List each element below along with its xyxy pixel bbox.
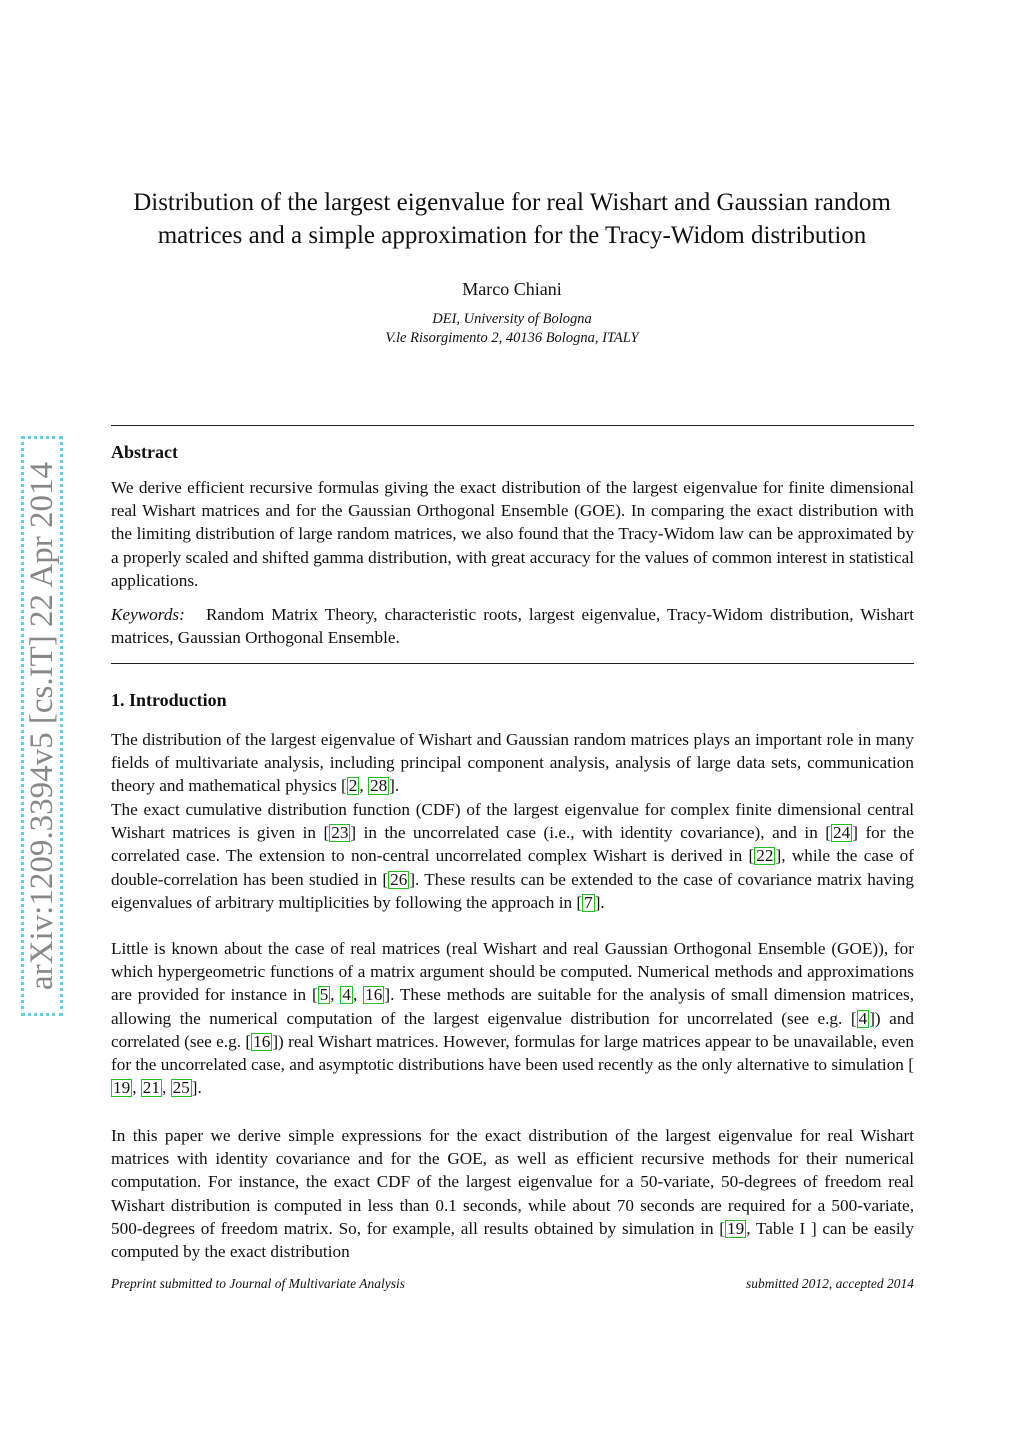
abstract-top-rule [111,425,914,426]
intro-p2-text-c: ] for the correlated case. The extension to non-central uncorrelated complex Wishart is derived in [ [111,823,915,866]
author-name: Marco Chiani [462,279,562,299]
citation-link[interactable]: 25 [172,1078,190,1098]
footer-preprint-note: Preprint submitted to Journal of Multivariate Analysis [111,1276,405,1291]
intro-p2-text-a: The exact cumulative distribution function (CDF) of the largest eigenvalue for complex finite dimensional central Wishart matrices is given in [ [111,800,914,843]
intro-p3-text-e: ]. [191,1078,202,1098]
intro-p2-text-f: ]. [594,892,605,912]
intro-p2-text-b: ] in the uncorrelated case (i.e., with identity covariance), and in [ [350,823,832,843]
intro-p4-text-b: , Table I ] can be easily computed by the exact distribution [111,1218,914,1262]
intro-paragraph-1 [111,728,914,798]
intro-p1-text-b: , [359,776,368,796]
paper-title [105,186,919,252]
citation-separator: , [161,1078,171,1098]
citation-link[interactable]: 24 [833,823,851,843]
intro-p3-text-c: ]) and correlated (see e.g. [ [111,1008,915,1051]
citation-link[interactable]: 23 [331,823,349,843]
intro-paragraph-3 [111,937,914,1099]
keywords-label: Keywords: [111,605,185,624]
citation-separator: , [330,985,341,1005]
citation-link[interactable]: 5 [319,985,329,1005]
citation-link[interactable]: 2 [348,776,358,796]
title-line-1: Distribution of the largest eigenvalue for real Wishart and Gaussian random [133,189,891,216]
title-line-2: matrices and a simple approximation for the Tracy-Widom distribution [157,222,867,249]
citation-separator: , [132,1078,141,1098]
citation-link[interactable]: 7 [584,892,593,912]
intro-p2-text-d: ], while the case of double-correlation has been studied in [ [111,846,914,889]
citation-link[interactable]: 16 [365,985,383,1005]
citation-link[interactable]: 19 [727,1218,745,1238]
citation-link[interactable]: 4 [858,1008,868,1028]
citation-link[interactable]: 16 [253,1031,271,1051]
citation-separator: , [353,985,364,1005]
citation-link[interactable]: 28 [369,776,388,796]
keywords-text: Random Matrix Theory, characteristic roots, largest eigenvalue, Tracy-Widom distribution, Wishart matrices, Gaussian Orthogonal Ensemble. [111,605,915,648]
keywords [111,603,914,649]
intro-p3-text-b: ]. These methods are suitable for the analysis of small dimension matrices, allowing the numerical computation of the largest eigenvalue distribution for uncorrelated (see e.g. [ [111,985,915,1028]
citation-link[interactable]: 19 [113,1078,131,1098]
intro-p1-text-a: The distribution of the largest eigenvalue of Wishart and Gaussian random matrices plays an important role in many fields of multivariate analysis, including principal component analysis, analysis of large data sets, communication theory and mathematical physics [ [111,730,914,796]
intro-paragraph-2 [111,798,914,914]
intro-p1-text-d: ]. [389,776,400,796]
abstract-text: We derive efficient recursive formulas giving the exact distribution of the largest eigenvalue for finite dimensional real Wishart matrices and for the Gaussian Orthogonal Ensemble (GOE). In comparing the exact distribution with the limiting distribution of large random matrices, we also found that the Tracy-Widom law can be approximated by a properly scaled and shifted gamma distribution, with great accuracy for the values of common interest in statistical applications. [111,478,914,590]
intro-p3-text-d: ]) real Wishart matrices. However, formulas for large matrices appear to be unavailable, even for the uncorrelated case, and asymptotic distributions have been used recently as the only alternative to simulation [ [111,1031,914,1075]
intro-p2-text-e: ]. These results can be extended to the case of covariance matrix having eigenvalues of arbitrary multiplicities by following the approach in [ [111,869,914,912]
intro-p4-text-a: In this paper we derive simple expressions for the exact distribution of the largest eigenvalue for real Wishart matrices with identity covariance and for the GOE, as well as efficient recursive methods for their numerical computation. For instance, the exact CDF of the largest eigenvalue for a 50-variate, 50-degrees of freedom real Wishart distribution is computed in less than 0.1 seconds, while about 70 seconds are required for a 500-variate, 500-degrees of freedom matrix. So, for example, all results obtained by simulation in [ [111,1126,914,1238]
introduction-heading: 1. Introduction [111,690,227,710]
abstract-bottom-rule [111,663,914,664]
intro-p3-text-a: Little is known about the case of real matrices (real Wishart and real Gaussian Orthogonal Ensemble (GOE)), for which hypergeometric functions of a matrix argument should be computed. Numerical methods and approximations are provided for instance in [ [111,939,914,1005]
citation-link[interactable]: 4 [342,985,352,1005]
citation-link[interactable]: 21 [142,1078,160,1098]
citation-link[interactable]: 26 [390,869,408,889]
footer-submission-dates: submitted 2012, accepted 2014 [746,1276,914,1291]
abstract-heading: Abstract [111,442,178,462]
affiliation-line-1: DEI, University of Bologna [432,311,592,327]
affiliation-line-2: V.le Risorgimento 2, 40136 Bologna, ITALY [385,330,639,346]
intro-paragraph-4 [111,1124,914,1263]
arxiv-stamp[interactable]: arXiv:1209.3394v5 [cs.IT] 22 Apr 2014 [21,436,63,1016]
citation-link[interactable]: 22 [756,846,774,866]
